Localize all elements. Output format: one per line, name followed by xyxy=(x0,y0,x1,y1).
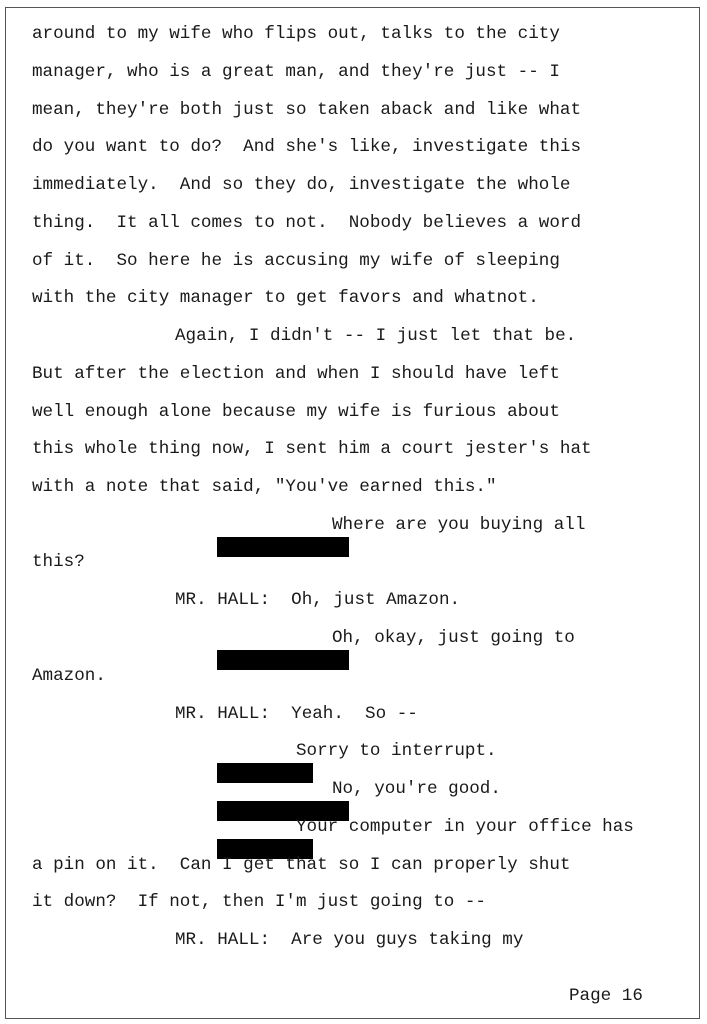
transcript-line: But after the election and when I should have left xyxy=(32,364,560,384)
transcript-line: MR. HALL: Are you guys taking my xyxy=(175,930,524,950)
transcript-line: Amazon. xyxy=(32,666,106,686)
transcript-line: Again, I didn't -- I just let that be. xyxy=(175,326,577,346)
redaction-bar xyxy=(217,650,349,670)
transcript-line xyxy=(175,815,634,839)
transcript-line: manager, who is a great man, and they're just -- I xyxy=(32,62,560,82)
transcript-line: this whole thing now, I sent him a court jester's hat xyxy=(32,439,592,459)
line-text: Your computer in your office has xyxy=(296,817,634,837)
transcript-line: this? xyxy=(32,552,85,572)
transcript-line xyxy=(175,513,586,537)
line-text: Sorry to interrupt. xyxy=(296,741,497,761)
transcript-line xyxy=(175,739,497,763)
transcript-line: of it. So here he is accusing my wife of sleeping xyxy=(32,251,560,271)
transcript-line: MR. HALL: Oh, just Amazon. xyxy=(175,590,461,610)
transcript-line: with a note that said, "You've earned this." xyxy=(32,477,497,497)
transcript-line: it down? If not, then I'm just going to -- xyxy=(32,892,486,912)
line-text: Where are you buying all xyxy=(332,515,586,535)
transcript-line: a pin on it. Can I get that so I can properly shut xyxy=(32,855,571,875)
transcript-line: mean, they're both just so taken aback and like what xyxy=(32,100,582,120)
transcript-line xyxy=(175,626,575,650)
transcript-line xyxy=(175,777,501,801)
line-text: Oh, okay, just going to xyxy=(332,628,575,648)
transcript-line: well enough alone because my wife is furious about xyxy=(32,402,560,422)
page-number: Page 16 xyxy=(569,986,643,1006)
line-text: No, you're good. xyxy=(332,779,501,799)
transcript-line: MR. HALL: Yeah. So -- xyxy=(175,704,418,724)
redaction-bar xyxy=(217,537,349,557)
transcript-line: thing. It all comes to not. Nobody believes a word xyxy=(32,213,582,233)
transcript-line: immediately. And so they do, investigate the whole xyxy=(32,175,571,195)
transcript-line: with the city manager to get favors and whatnot. xyxy=(32,288,539,308)
transcript-line: around to my wife who flips out, talks to the city xyxy=(32,24,560,44)
transcript-line: do you want to do? And she's like, investigate this xyxy=(32,137,582,157)
